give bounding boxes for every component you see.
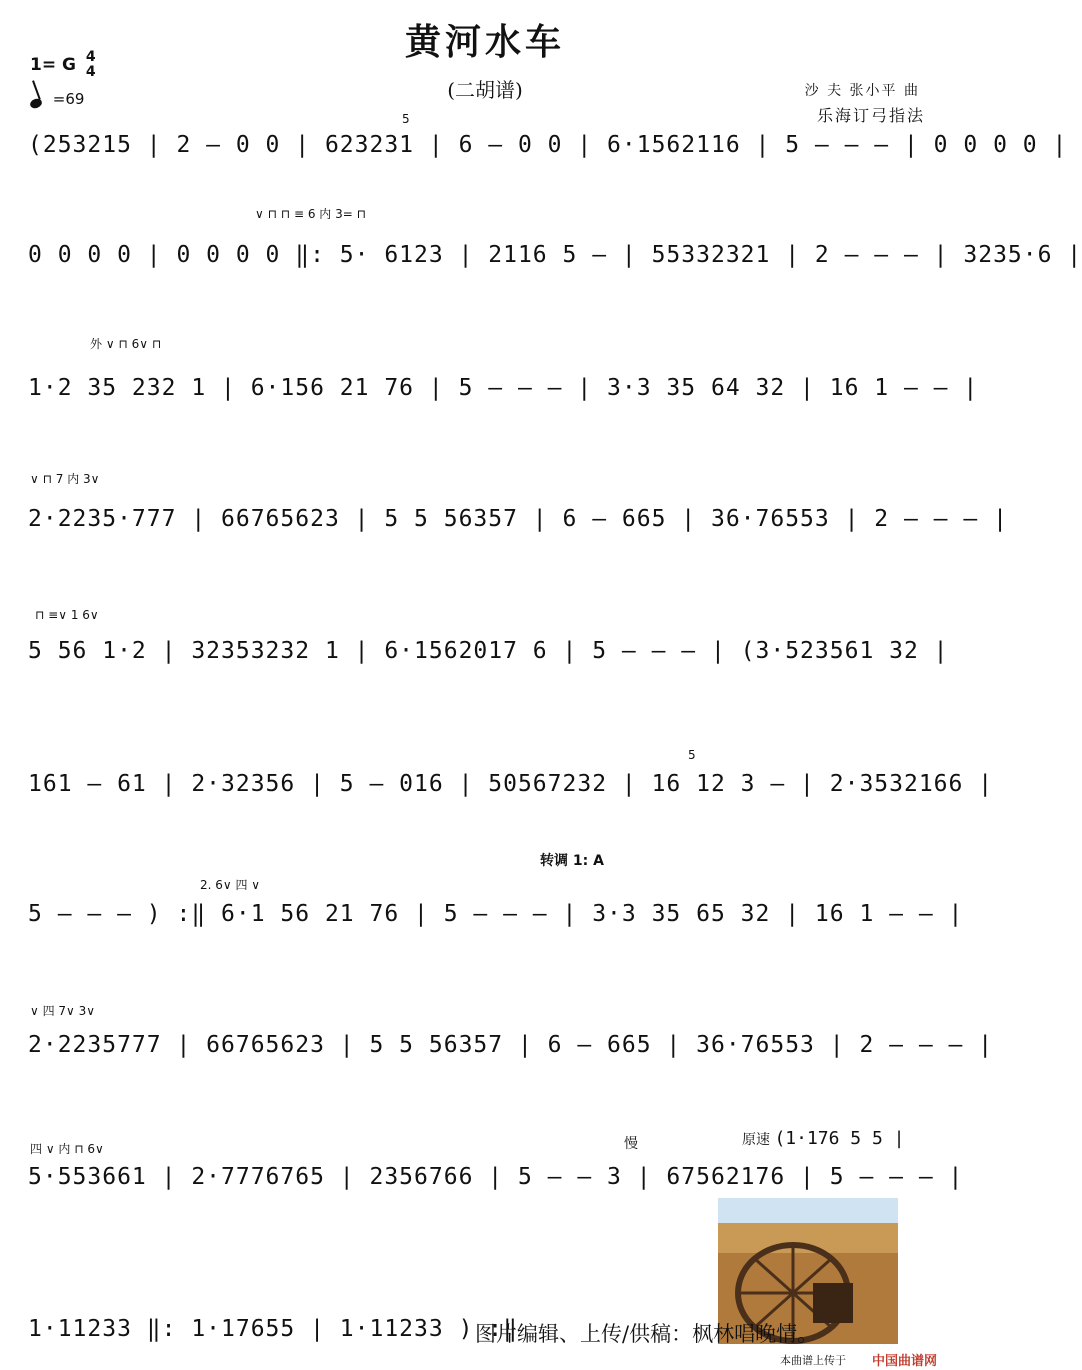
score-row-6 <box>28 763 994 803</box>
grace-note-mark: 5 <box>688 748 696 762</box>
score-row-notes: 2·2235777 | 66765623 | 5 5 56357 | 6 — 665 | 36·76553 | 2 — — — | <box>28 1032 994 1058</box>
key-label: 1= G <box>30 55 76 75</box>
score-row-notes: 1·11233 ‖: 1·17655 | 1·11233 ) :‖ <box>28 1316 518 1342</box>
original-tempo-notes: (1·176 5 5 | <box>774 1128 905 1149</box>
quarter-note-icon <box>29 97 43 110</box>
upload-note: 本曲谱上传于 <box>780 1354 846 1367</box>
grace-note-mark: 5 <box>402 112 410 126</box>
score-row-1 <box>28 124 1068 164</box>
site-logo: 中国曲谱网 <box>872 1354 938 1369</box>
score-row-notes: 5 — — — ) :‖ 6·1 56 21 76 | 5 — — — | 3·3 35 65 32 | 16 1 — — | <box>28 901 964 927</box>
score-row-3 <box>28 367 979 407</box>
time-top: 4 <box>85 49 96 65</box>
score-row-2 <box>28 234 1082 274</box>
score-row-8 <box>28 1024 994 1064</box>
bowing-marks-row-7: 2. 6∨ 四 ∨ <box>200 878 261 892</box>
slow-marking: 慢 <box>624 1136 638 1152</box>
tempo-marking <box>30 90 84 108</box>
page-title: 黄河水车 <box>404 21 565 63</box>
time-bottom: 4 <box>85 64 96 80</box>
bowing-marks-row-8: ∨ 四 7∨ 3∨ <box>30 1004 96 1018</box>
score-row-notes: 1·2 35 232 1 | 6·156 21 76 | 5 — — — | 3·3 35 64 32 | 16 1 — — | <box>28 375 979 401</box>
tempo-value: =69 <box>52 90 85 108</box>
original-tempo-label: 原速 <box>742 1132 770 1148</box>
bowing-marks-row-9: 四 ∨ 内 ⊓ 6∨ <box>30 1142 104 1156</box>
score-row-4 <box>28 498 1008 538</box>
score-row-notes: 5 56 1·2 | 32353232 1 | 6·1562017 6 | 5 — — — | (3·523561 32 | <box>28 638 949 664</box>
bowing-marks-row-4: ∨ ⊓ 7 内 3∨ <box>30 472 100 486</box>
bowing-marks-row-2: ∨ ⊓ ⊓ ≡ 6 内 3= ⊓ <box>255 207 366 221</box>
upload-credit: 图片编辑、上传/供稿：枫林唱晚情。 <box>475 1322 819 1346</box>
modulation-marking: 转调 1: A <box>540 853 604 869</box>
score-row-notes: 0 0 0 0 | 0 0 0 0 ‖: 5· 6123 | 2116 5 — | 55332321 | 2 — — — | 3235·6 | <box>28 242 1082 268</box>
score-row-9 <box>28 1156 964 1196</box>
score-row-5 <box>28 630 949 670</box>
score-row-notes: 161 — 61 | 2·32356 | 5 — 016 | 50567232 | 16 12 3 — | 2·3532166 | <box>28 771 994 797</box>
original-tempo-marking <box>742 1128 905 1149</box>
time-signature <box>86 50 96 80</box>
score-row-notes: 5·553661 | 2·7776765 | 2356766 | 5 — — 3 | 67562176 | 5 — — — | <box>28 1164 964 1190</box>
score-row-10 <box>28 1308 518 1348</box>
score-row-notes: 2·2235·777 | 66765623 | 5 5 56357 | 6 — 665 | 36·76553 | 2 — — — | <box>28 506 1008 532</box>
bowing-marks-row-5: ⊓ ≡∨ 1 6∨ <box>35 608 99 622</box>
bowing-marks-row-3: 外 ∨ ⊓ 6∨ ⊓ <box>90 337 162 351</box>
composer-credit: 沙 夫 张小平 曲 <box>804 83 920 99</box>
bowing-credit: 乐海订弓指法 <box>816 106 925 125</box>
key-signature <box>30 50 96 80</box>
score-row-7 <box>28 893 964 933</box>
page-subtitle: (二胡谱) <box>447 78 523 102</box>
score-row-notes: (253215 | 2 — 0 0 | 623231 | 6 — 0 0 | 6·1562116 | 5 — — — | 0 0 0 0 | <box>28 132 1068 158</box>
